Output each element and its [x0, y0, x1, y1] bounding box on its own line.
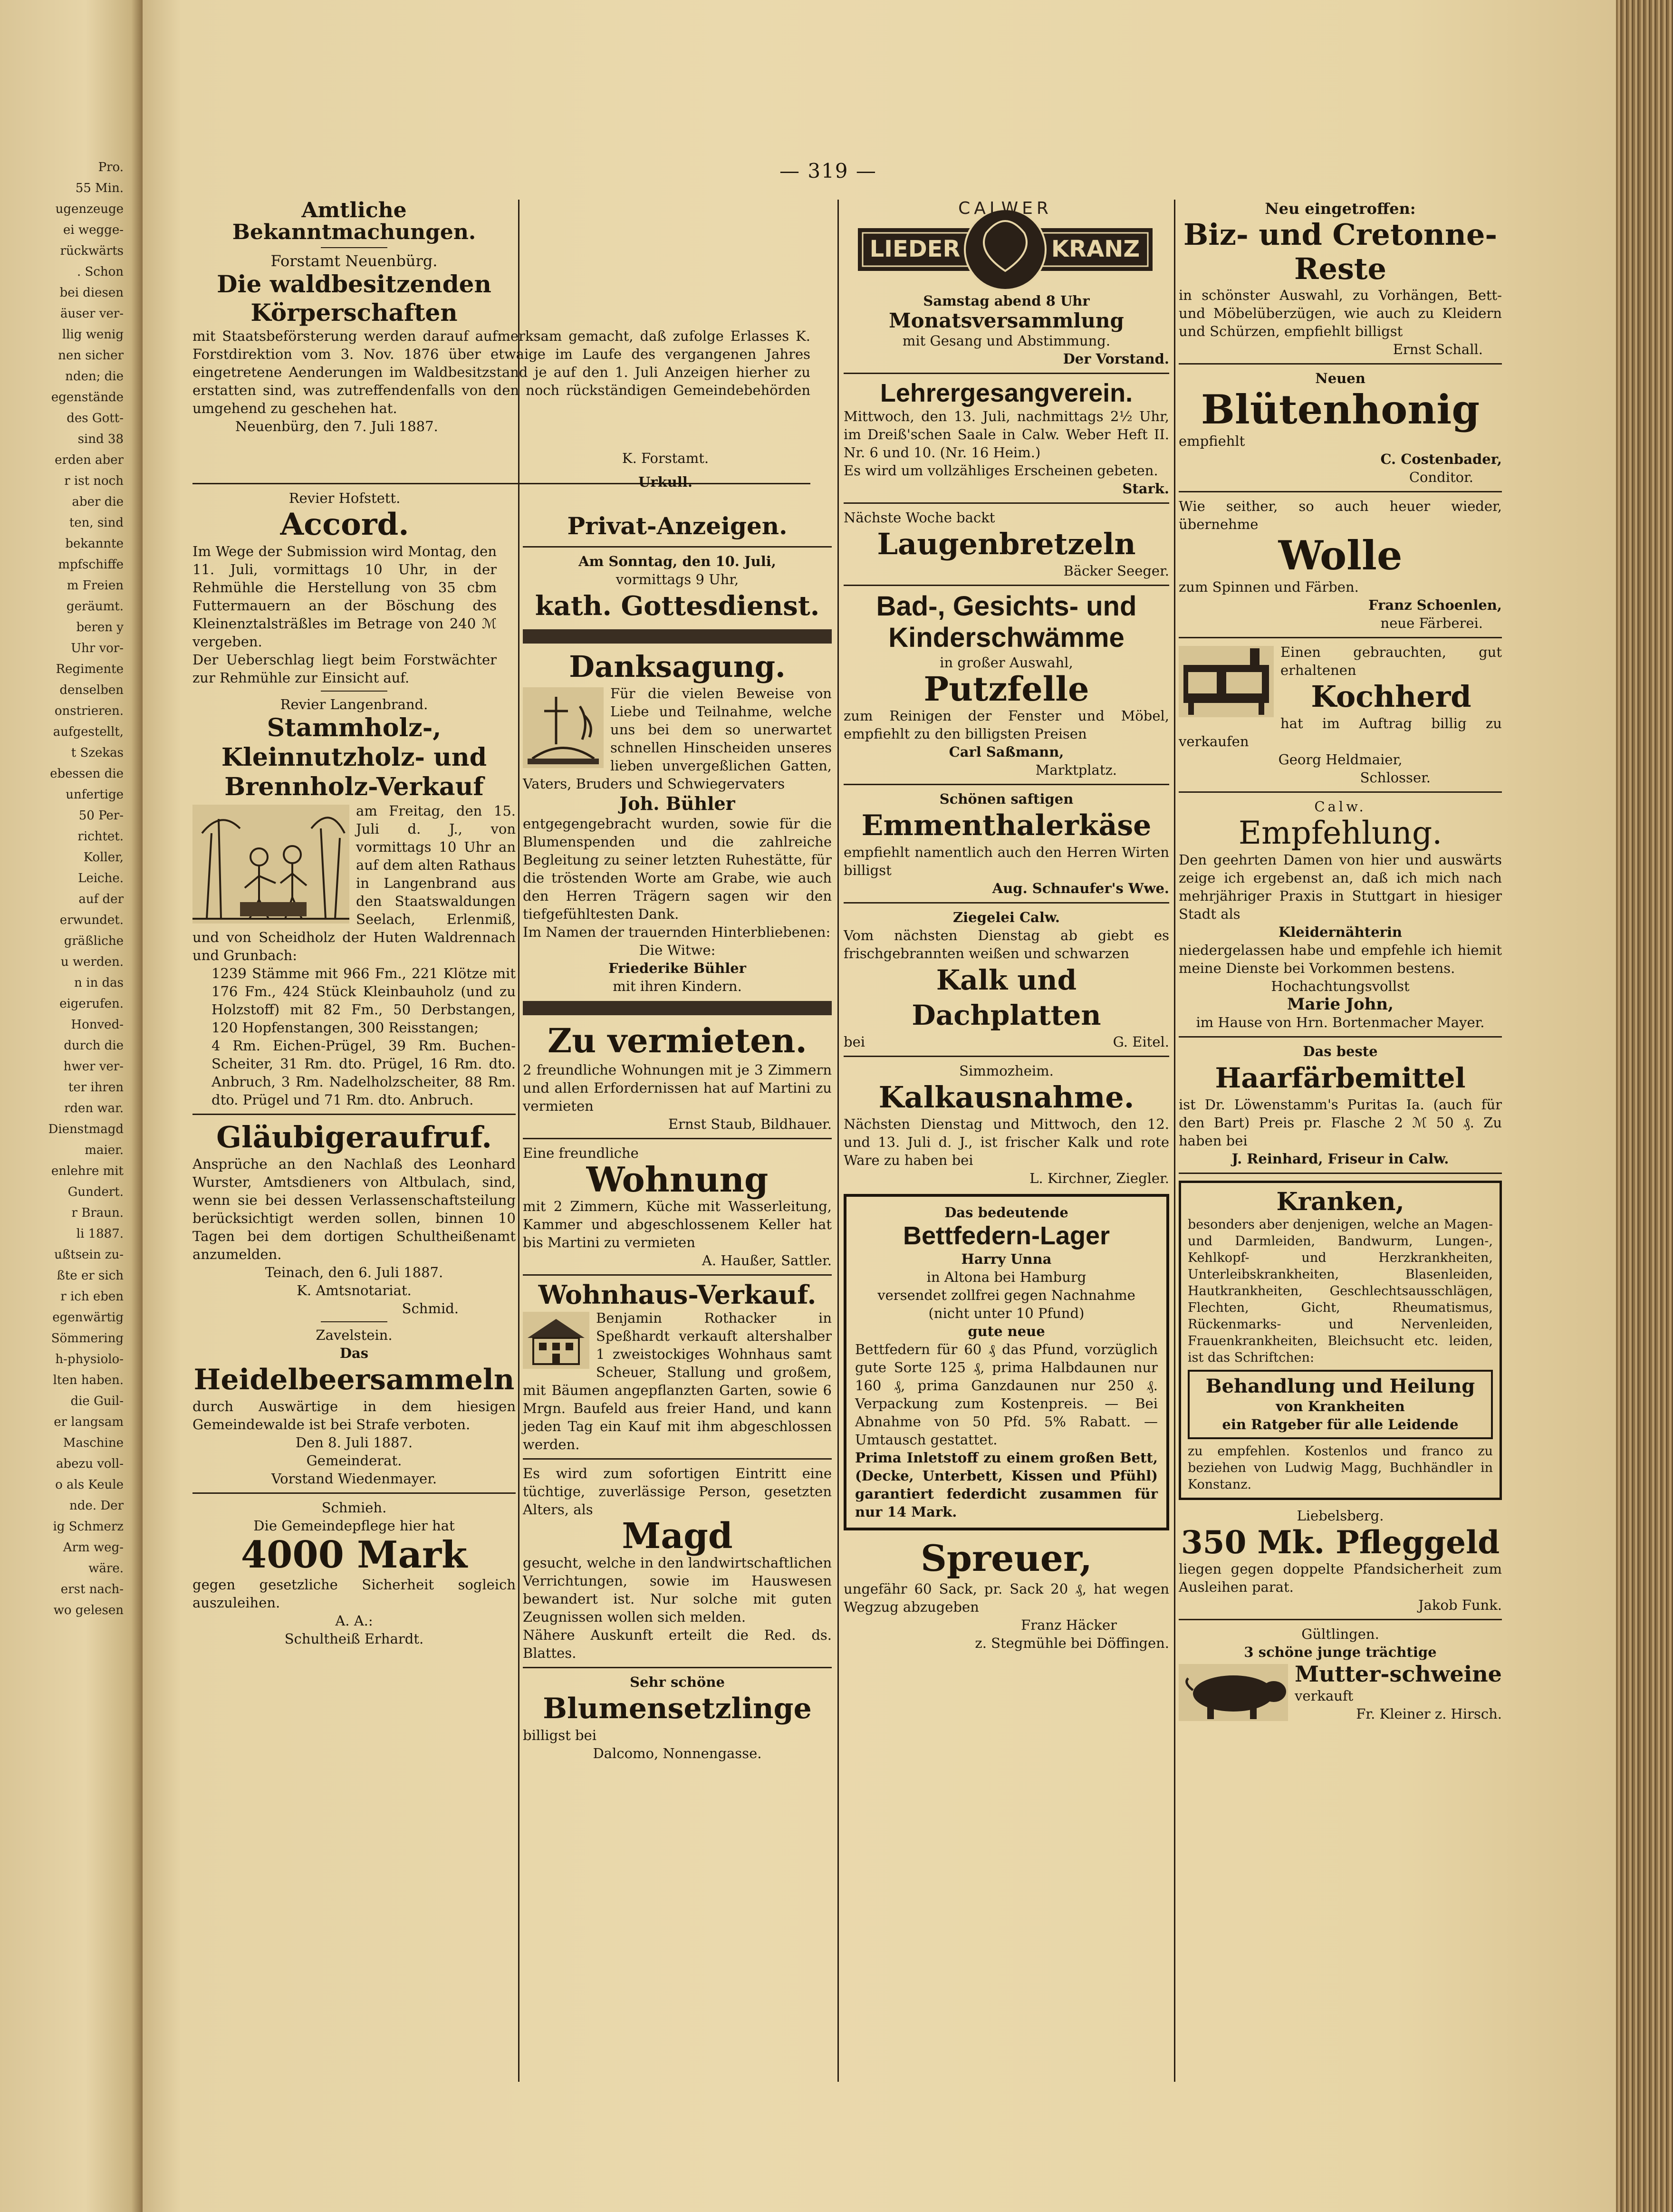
spine-line: t Szekas	[71, 746, 124, 760]
ad-sign: neue Färberei.	[1380, 615, 1483, 631]
notice-list: 1239 Stämme mit 966 Fm., 221 Klötze mit 176 Fm., 424 Stück Kleinbauholz (und zu Holzstoff) mit 82 Fm., 50 Derbstangen, 120 Hopfenstangen, 300 Reisstangen;	[212, 965, 516, 1036]
divider	[844, 1056, 1169, 1057]
spine-line: onstrieren.	[54, 704, 124, 718]
ad-body: Bettfedern für 60 ₰ das Pfund, vorzüglich gute Sorte 125 ₰, prima Halbdaunen nur 160 ₰, prima Ganzdaunen nur 250 ₰. Verpackung zum Kostenpreis. — Bei Abnahme von 50 Pfd. 5% Rabatt. — Umtausch gestattet.	[855, 1341, 1158, 1448]
notice-body: Ansprüche an den Nachlaß des Leonhard Wurster, Amtsdieners von Altbulach, sind, wenn sie bei dessen Verlassenschaftsteilung berücksichtigt werden sollen, binnen 10 Tagen bei dem dortigen Schultheißenamt anzumelden.	[192, 1156, 516, 1262]
divider	[321, 1321, 387, 1322]
spine-line: n in das	[74, 976, 124, 990]
spine-line: gräßliche	[64, 934, 124, 948]
spine-line: wo gelesen	[53, 1603, 124, 1617]
spine-line: Honved-	[71, 1018, 124, 1032]
divider	[1179, 1173, 1502, 1174]
notice-headline: Gläubigeraufruf.	[216, 1120, 492, 1154]
spine-line: Koller,	[83, 850, 124, 865]
ad-headline: Lehrergesangverein.	[880, 379, 1133, 407]
spine-line: Maschine	[63, 1436, 124, 1450]
divider	[1179, 791, 1502, 793]
spine-line: ußtsein zu-	[54, 1248, 124, 1262]
ad-intro: Neuen	[1315, 370, 1365, 386]
ad-body: Nähere Auskunft erteilt die Red. ds. Blattes.	[523, 1627, 832, 1661]
ad-headline: Bettfedern-Lager	[903, 1221, 1110, 1250]
notice-body: Der Ueberschlag liegt beim Forstwächter zur Rehmühle zur Einsicht auf.	[192, 652, 497, 686]
ad-intro: 3 schöne junge trächtige	[1244, 1644, 1437, 1660]
divider	[1179, 363, 1502, 365]
ad-text: Am Sonntag, den 10. Juli,	[578, 553, 776, 569]
notice-sign: Urkull.	[638, 474, 692, 490]
spine-line: geräumt.	[66, 599, 124, 614]
spine-line: die Guil-	[70, 1394, 124, 1408]
notice-sign: Vorstand Wiedenmayer.	[271, 1471, 437, 1487]
column-4	[1179, 200, 1502, 1723]
ad-intro: Schönen saftigen	[939, 791, 1074, 807]
notice-sign: K. Amtsnotariat.	[297, 1282, 412, 1298]
ad-headline: Kalkausnahme.	[878, 1080, 1135, 1115]
booklet-subtitle: ein Ratgeber für alle Leidende	[1222, 1416, 1459, 1433]
spine-line: r Braun.	[71, 1206, 124, 1220]
spine-line: aber die	[72, 495, 124, 509]
ad-body: in großer Auswahl,	[940, 654, 1073, 671]
spine-line: ig Schmerz	[53, 1520, 124, 1534]
ad-body: zu empfehlen. Kostenlos und franco zu beziehen von Ludwig Magg, Buchhändler in Konstanz.	[1188, 1444, 1493, 1492]
spine-line: mpfschiffe	[58, 558, 124, 572]
ad-body: mit 2 Zimmern, Küche mit Wasserleitung, Kammer und abgeschlossenem Keller hat bis Martini zu vermieten	[523, 1198, 832, 1250]
spine-line: erwundet.	[59, 913, 124, 927]
bettfedern-box	[844, 1194, 1169, 1530]
spine-line: r ist noch	[64, 474, 124, 488]
spine-line: egenstände	[51, 390, 124, 404]
divider	[844, 502, 1169, 504]
notice-sign: Schultheiß Erhardt.	[284, 1631, 424, 1647]
ad-headline: Empfehlung.	[1238, 815, 1442, 851]
notice-intro: Die Gemeindepflege hier hat	[253, 1518, 455, 1534]
ad-body: Prima Inletstoff zu einem großen Bett, (Decke, Unterbett, Kissen und Pfühl) garantiert federdicht zusammen für nur 14 Mark.	[855, 1450, 1158, 1520]
notice-body: am Freitag, den 15. Juli d. J., von vormittags 10 Uhr an auf dem alten Rathaus in Langenbrand aus den Staatswaldungen Seelach, Erlenmiß, und von Scheidholz der Huten Waldrennach und Grunbach:	[192, 803, 516, 963]
ad-sign: Bäcker Seeger.	[1063, 563, 1169, 579]
notice-headline: Stammholz-, Kleinnutzholz- und Brennholz-Verkauf	[221, 713, 487, 801]
spine-line: u werden.	[60, 955, 124, 969]
ad-name: Harry Unna	[961, 1251, 1052, 1267]
ad-headline: Spreuer,	[921, 1537, 1092, 1579]
logo-top-text: CALWER	[958, 199, 1052, 218]
ad-text: vormittags 9 Uhr,	[615, 571, 739, 587]
previous-page-text	[48, 157, 124, 1621]
divider	[523, 1458, 832, 1460]
ad-sign: Stark.	[1122, 481, 1169, 497]
spine-line: auf der	[78, 892, 124, 906]
notice-sign: K. Forstamt.	[622, 450, 709, 466]
spine-line: enlehre mit	[51, 1164, 124, 1178]
notice-intro: Das	[339, 1345, 369, 1361]
logo-right-text: KRANZ	[1051, 236, 1140, 262]
spine-line: Leiche.	[78, 871, 124, 885]
spine-line: erden aber	[55, 453, 124, 467]
ad-headline: Magd	[622, 1516, 733, 1557]
ad-sign: Dalcomo, Nonnengasse.	[593, 1745, 762, 1761]
spine-line: des Gott-	[67, 411, 124, 425]
ad-headline: Putzfelle	[923, 669, 1089, 709]
notice-revier: Revier Hofstett.	[288, 490, 401, 506]
page-number: — 319 —	[779, 159, 877, 183]
spine-line: rden war.	[64, 1101, 124, 1116]
ad-sign: J. Reinhard, Friseur in Calw.	[1231, 1151, 1449, 1167]
spine-line: ei wegge-	[63, 223, 124, 237]
divider	[1179, 637, 1502, 638]
notice-body: mit Staatsbeförsterung werden darauf aufmerksam gemacht, daß zufolge Erlasses K. Forstdirektion vom 3. Nov. 1876 über etwaige im Laufe des vergangenen Jahres eingetretene Aenderungen im Waldbesitzstand je auf den 1. Juli Anzeigen hierher zu erstatten sind, was zutreffendenfalls von den noch rückständigen Gemeindebehörden umgehend zu geschehen hat.	[192, 328, 810, 416]
ad-body: zum Spinnen und Färben.	[1179, 579, 1359, 595]
ad-body: Benjamin Rothacker in Speßhardt verkauft altershalber 1 zweistockiges Wohnhaus samt Scheuer, Stallung und großem, mit Bäumen angepflanzten Garten, sowie 6 Mrgn. Baufeld aus freier Hand, und kann jeden Tag ein Kauf mit ihm abgeschlossen werden.	[523, 1310, 832, 1452]
ad-place: Calw.	[1314, 798, 1366, 815]
notice-list: 4 Rm. Eichen-Prügel, 39 Rm. Buchen-Scheiter, 31 Rm. dto. Prügel, 16 Rm. dto. Anbruch, 3 Rm. Nadelholzscheiter, 88 Rm. dto. Prügel und 71 Rm. dto. Anbruch.	[212, 1038, 516, 1108]
ad-headline: Danksagung.	[569, 649, 786, 684]
ad-sign: Georg Heldmaier,	[1278, 751, 1403, 768]
spine-line: beren y	[76, 620, 124, 635]
ad-place: Gültlingen.	[1301, 1626, 1379, 1642]
notice-place: Zavelstein.	[316, 1327, 393, 1343]
ad-body: liegen gegen doppelte Pfandsicherheit zum Ausleihen parat.	[1179, 1561, 1502, 1595]
ad-body: Mittwoch, den 13. Juli, nachmittags 2½ Uhr, im Dreiß'schen Saale in Calw. Weber Heft II. Nr. 6 und 10. (Nr. 16 Heim.)	[844, 408, 1169, 461]
notice-headline: 4000 Mark	[240, 1533, 468, 1577]
kranken-box	[1179, 1181, 1502, 1500]
ad-headline: Blütenhonig	[1201, 386, 1480, 433]
ad-place: Liebelsberg.	[1297, 1508, 1384, 1524]
spine-line: durch die	[64, 1039, 124, 1053]
ad-sign: z. Stegmühle bei Döffingen.	[975, 1635, 1169, 1651]
grave-illustration	[523, 687, 604, 768]
section-heading: Amtliche Bekanntmachungen.	[232, 198, 476, 244]
ad-name: Joh. Bühler	[619, 793, 735, 814]
spine-line: rückwärts	[60, 244, 124, 258]
ad-body: zum Reinigen der Fenster und Möbel, empfiehlt zu den billigsten Preisen	[844, 708, 1169, 742]
ad-intro: Sehr schöne	[630, 1674, 725, 1690]
spine-line: sind 38	[77, 432, 124, 446]
ad-headline: 350 Mk. Pfleggeld	[1181, 1524, 1500, 1561]
ad-headline: Wohnhaus-Verkauf.	[538, 1279, 817, 1310]
spine-line: 55 Min.	[75, 181, 124, 195]
notice-body: Im Wege der Submission wird Montag, den 11. Juli, vormittags 10 Uhr, in der Rehmühle die Herstellung von 35 cbm Futtermauern an der Böschung des Kleinenztalsträßles im Betrage von 240 ℳ vergeben.	[192, 543, 497, 650]
notice-date: Den 8. Juli 1887.	[295, 1434, 413, 1451]
book-edge	[1616, 0, 1673, 2212]
spine-line: ter ihren	[68, 1080, 124, 1095]
spine-line: li 1887.	[76, 1227, 124, 1241]
ad-body: Im Namen der trauernden Hinterbliebenen:	[523, 924, 831, 940]
spine-line: ugenzeuge	[55, 202, 124, 216]
notice-sign: Gemeinderat.	[306, 1452, 402, 1469]
divider	[1179, 491, 1502, 492]
ad-body: versendet zollfrei gegen Nachnahme (nicht unter 10 Pfund)	[877, 1287, 1135, 1321]
ad-headline: Kalk und Dachplatten	[912, 964, 1101, 1031]
ad-body: gesucht, welche in den landwirtschaftlichen Verrichtungen, sowie im Hauswesen bewandert ist. Nur solche mit guten Zeugnissen wollen sich melden.	[523, 1555, 832, 1625]
ad-body: empfiehlt namentlich auch den Herren Wirten billigst	[844, 844, 1169, 878]
divider	[321, 691, 387, 692]
ad-body: empfiehlt	[1179, 433, 1245, 449]
ad-sign: Schlosser.	[1360, 769, 1431, 786]
spine-line: egenwärtig	[52, 1310, 124, 1325]
ad-body: billigst bei	[523, 1727, 596, 1743]
column-rule	[837, 200, 839, 2082]
ad-sign: im Hause von Hrn. Bortenmacher Mayer.	[1196, 1014, 1485, 1030]
ad-sign: mit ihren Kindern.	[613, 978, 742, 994]
spine-line: hwer ver-	[63, 1059, 124, 1074]
ad-sign: Fr. Kleiner z. Hirsch.	[1356, 1706, 1502, 1722]
ad-sign: L. Kirchner, Ziegler.	[1029, 1170, 1169, 1186]
ad-body: gute neue	[968, 1323, 1045, 1339]
notice-sign: A. A.:	[335, 1613, 373, 1629]
spine-line: nen sicher	[58, 348, 124, 363]
ad-body: entgegengebracht wurden, sowie für die Blumenspenden und die zahlreiche Begleitung zu seiner letzten Ruhestätte, für die tröstenden Worte am Grabe, wie auch den Herren Trägern sagen wir den tiefgefühltesten Dank.	[523, 816, 832, 922]
spine-line: ebessen die	[50, 767, 124, 781]
notice-date: Neuenbürg, den 7. Juli 1887.	[235, 418, 438, 434]
ad-sign: C. Costenbader,	[1380, 451, 1502, 467]
ad-headline: Monatsversammlung	[889, 309, 1124, 332]
spine-line: er langsam	[54, 1415, 124, 1429]
ad-sign: Conditor.	[1409, 469, 1473, 485]
ad-intro: Neu eingetroffen:	[1265, 200, 1416, 218]
divider	[1179, 1036, 1502, 1038]
ad-sign: Ernst Staub, Bildhauer.	[668, 1116, 832, 1132]
spine-line: erst nach-	[60, 1582, 124, 1596]
ad-body: Es wird um vollzähliges Erscheinen gebeten.	[844, 462, 1158, 479]
notice-sign: Schmid.	[402, 1300, 459, 1317]
notice-headline: Accord.	[280, 507, 409, 542]
ad-body: verkauft	[1295, 1688, 1354, 1704]
spine-line: Gundert.	[67, 1185, 124, 1199]
ad-sign: Hochachtungsvollst	[1271, 978, 1410, 994]
ad-headline: Blumensetzlinge	[543, 1692, 812, 1725]
black-bar	[523, 629, 832, 644]
spine-line: ßte er sich	[57, 1269, 124, 1283]
spine-line: ten, sind	[69, 516, 124, 530]
notice-title: Forstamt Neuenbürg.	[270, 252, 438, 270]
spine-line: m Freien	[67, 578, 124, 593]
ad-text: Samstag abend 8 Uhr	[923, 293, 1090, 309]
ad-headline: Kranken,	[1276, 1187, 1404, 1216]
ad-body: besonders aber denjenigen, welche an Magen- und Darmleiden, Bandwurm, Lungen-, Kehlkopf- und Herzkrankheiten, Unterleibskrankheiten, Blasenleiden, Hautkrankheiten, Geschlechtsausschlägen, Flechten, Gicht, Rheumatismus, Rückenmarks- und Nervenleiden, Frauenkrankheiten, Bleichsucht etc. leiden, ist das Schriftchen:	[1188, 1217, 1493, 1365]
pig-illustration	[1179, 1664, 1288, 1721]
ad-sign: Ernst Schall.	[1393, 341, 1483, 357]
liederkranz-logo	[844, 200, 1169, 290]
spine-line: denselben	[59, 683, 124, 697]
woodcutters-illustration	[192, 805, 349, 923]
column-rule	[518, 200, 519, 2082]
ad-body: Vom nächsten Dienstag ab giebt es frischgebrannten weißen und schwarzen	[844, 927, 1169, 962]
stove-illustration	[1179, 646, 1274, 717]
divider	[844, 902, 1169, 904]
notice-body: gegen gesetzliche Sicherheit sogleich auszuleihen.	[192, 1577, 516, 1611]
ad-body: niedergelassen habe und empfehle ich hiemit meine Dienste bei Vorkommen bestens.	[1179, 942, 1502, 976]
spine-line: Pro.	[98, 160, 124, 174]
ad-body: in schönster Auswahl, zu Vorhängen, Bett- und Möbelüberzügen, wie auch zu Kleidern und Schürzen, empfiehlt billigst	[1179, 287, 1502, 339]
column-2	[523, 511, 832, 1762]
notice-date: Teinach, den 6. Juli 1887.	[265, 1264, 443, 1280]
ad-body: Nächsten Dienstag und Mittwoch, den 12. und 13. Juli d. J., ist frischer Kalk und rote Ware zu haben bei	[844, 1116, 1169, 1168]
notice-revier: Revier Langenbrand.	[280, 696, 428, 712]
ad-sign: Marktplatz.	[1035, 762, 1117, 778]
ad-headline: Haarfärbemittel	[1215, 1062, 1466, 1094]
ad-headline: kath. Gottesdienst.	[535, 590, 820, 622]
divider	[844, 784, 1169, 785]
column-rule	[1174, 200, 1175, 2082]
ad-intro: Nächste Woche backt	[844, 510, 995, 526]
spine-line: 50 Per-	[78, 808, 124, 823]
ad-body: mit Gesang und Abstimmung.	[902, 333, 1111, 349]
spine-line: r ich eben	[60, 1289, 124, 1304]
divider	[321, 247, 387, 248]
ad-body: ist Dr. Löwenstamm's Puritas Ia. (auch für den Bart) Preis pr. Flasche 2 ℳ 50 ₰. Zu haben bei	[1179, 1096, 1502, 1149]
ad-body: Einen gebrauchten, gut erhaltenen	[1280, 644, 1502, 678]
rule-full	[192, 442, 516, 478]
spine-line: bei diesen	[59, 286, 124, 300]
ad-headline: Biz- und Cretonne-Reste	[1183, 217, 1498, 286]
section-heading: Privat-Anzeigen.	[567, 512, 788, 540]
ad-body: Den geehrten Damen von hier und auswärts zeige ich ergebenst an, daß ich mich nach mehrjähriger Praxis in Stuttgart in hiesiger Stadt als	[1179, 852, 1502, 922]
spine-line: nde. Der	[69, 1499, 124, 1513]
ad-headline: Bad-, Gesichts- und Kinderschwämme	[876, 591, 1137, 653]
ad-headline: Laugenbretzeln	[877, 527, 1136, 561]
booklet-title: von Krankheiten	[1276, 1398, 1405, 1414]
ad-sign: Der Vorstand.	[1063, 351, 1169, 367]
divider	[844, 373, 1169, 374]
notice-headline: Die waldbesitzenden Körperschaften	[217, 270, 491, 327]
ad-headline: Wolle	[1278, 532, 1403, 579]
notice-headline: Heidelbeersammeln	[193, 1363, 515, 1396]
black-bar	[523, 1001, 832, 1015]
previous-page-edge	[0, 0, 143, 2212]
divider	[523, 1274, 832, 1276]
ad-headline: Emmenthalerkäse	[861, 809, 1152, 842]
spine-line: äuser ver-	[60, 307, 124, 321]
divider	[523, 1138, 832, 1139]
ad-intro: Ziegelei Calw.	[953, 909, 1060, 925]
ad-sign: Die Witwe:	[639, 942, 716, 958]
ad-body: Wie seither, so auch heuer wieder, übernehme	[1179, 498, 1502, 532]
kranken-inner-box	[1188, 1370, 1493, 1439]
ad-subheadline: Kleidernähterin	[1279, 924, 1402, 940]
spine-line: h-physiolo-	[55, 1352, 124, 1366]
house-illustration	[523, 1312, 589, 1369]
notice-body: durch Auswärtige in dem hiesigen Gemeindewalde ist bei Strafe verboten.	[192, 1398, 516, 1433]
spine-line: Arm weg-	[63, 1540, 124, 1555]
divider	[523, 546, 832, 548]
spine-line: Regimente	[56, 662, 124, 676]
ad-body: hat im Auftrag billig zu verkaufen	[1179, 715, 1502, 750]
ad-intro: Das beste	[1303, 1043, 1378, 1059]
ad-intro: Das bedeutende	[944, 1204, 1068, 1221]
ad-headline: Kochherd	[1311, 679, 1471, 714]
spine-line: nden; die	[65, 369, 124, 384]
spine-line: llig wenig	[62, 327, 124, 342]
spine-line: eigerufen.	[59, 997, 124, 1011]
ad-place: Simmozheim.	[959, 1063, 1054, 1079]
ad-body: 2 freundliche Wohnungen mit je 3 Zimmern und allen Erfordernissen hat auf Martini zu vermieten	[523, 1062, 832, 1114]
ad-place: in Altona bei Hamburg	[926, 1269, 1086, 1285]
spine-line: richtet.	[77, 829, 124, 844]
spine-line: maier.	[85, 1143, 124, 1157]
spine-line: o als Keule	[55, 1478, 124, 1492]
ad-sign: Carl Saßmann,	[949, 744, 1064, 760]
spine-line: . Schon	[77, 265, 124, 279]
divider	[844, 585, 1169, 586]
divider	[523, 1667, 832, 1668]
ad-sign: Franz Häcker	[1021, 1617, 1117, 1633]
ad-body: Es wird zum sofortigen Eintritt eine tüchtige, zuverlässige Person, gesetzten Alters, als	[523, 1465, 832, 1518]
ad-sign: A. Haußer, Sattler.	[702, 1252, 832, 1269]
divider	[192, 1114, 516, 1115]
ad-intro: Eine freundliche	[523, 1145, 639, 1161]
ad-headline: Wohnung	[586, 1159, 769, 1200]
divider	[1179, 1619, 1502, 1620]
spine-line: unfertige	[66, 788, 124, 802]
ad-body: Für die vielen Beweise von Liebe und Teilnahme, welche uns bei dem so unerwartet schnellen Hinscheiden unseres lieben unvergeßlichen Gatten, Vaters, Bruders und Schwiegervaters	[523, 685, 832, 792]
column-3	[844, 200, 1169, 1652]
divider	[192, 1492, 516, 1494]
ad-sign: Friederike Bühler	[608, 960, 746, 976]
ad-body: ungefähr 60 Sack, pr. Sack 20 ₰, hat wegen Wegzug abzugeben	[844, 1581, 1169, 1615]
logo-left-text: LIEDER	[869, 236, 961, 262]
spine-line: Dienstmagd	[48, 1122, 124, 1136]
notice-place: Schmieh.	[321, 1500, 387, 1516]
ad-sign: Franz Schoenlen,	[1368, 597, 1502, 613]
ad-headline: Zu vermieten.	[548, 1021, 807, 1060]
spine-line: lten haben.	[53, 1373, 124, 1387]
spine-line: Uhr vor-	[71, 641, 124, 655]
ad-sign: Marie John,	[1287, 995, 1394, 1014]
spine-line: aufgestellt,	[53, 725, 124, 739]
ad-sign: G. Eitel.	[1113, 1034, 1169, 1050]
ad-sign: bei	[844, 1034, 865, 1050]
spine-line: Sömmering	[51, 1331, 124, 1346]
spine-line: wäre.	[88, 1561, 124, 1576]
spine-line: abezu voll-	[56, 1457, 124, 1471]
ad-sign: Jakob Funk.	[1418, 1597, 1502, 1613]
ad-headline: Mutter-schweine	[1295, 1661, 1502, 1687]
booklet-title: Behandlung und Heilung	[1205, 1375, 1475, 1397]
spine-line: bekannte	[65, 537, 124, 551]
ad-sign: Aug. Schnaufer's Wwe.	[992, 880, 1169, 896]
